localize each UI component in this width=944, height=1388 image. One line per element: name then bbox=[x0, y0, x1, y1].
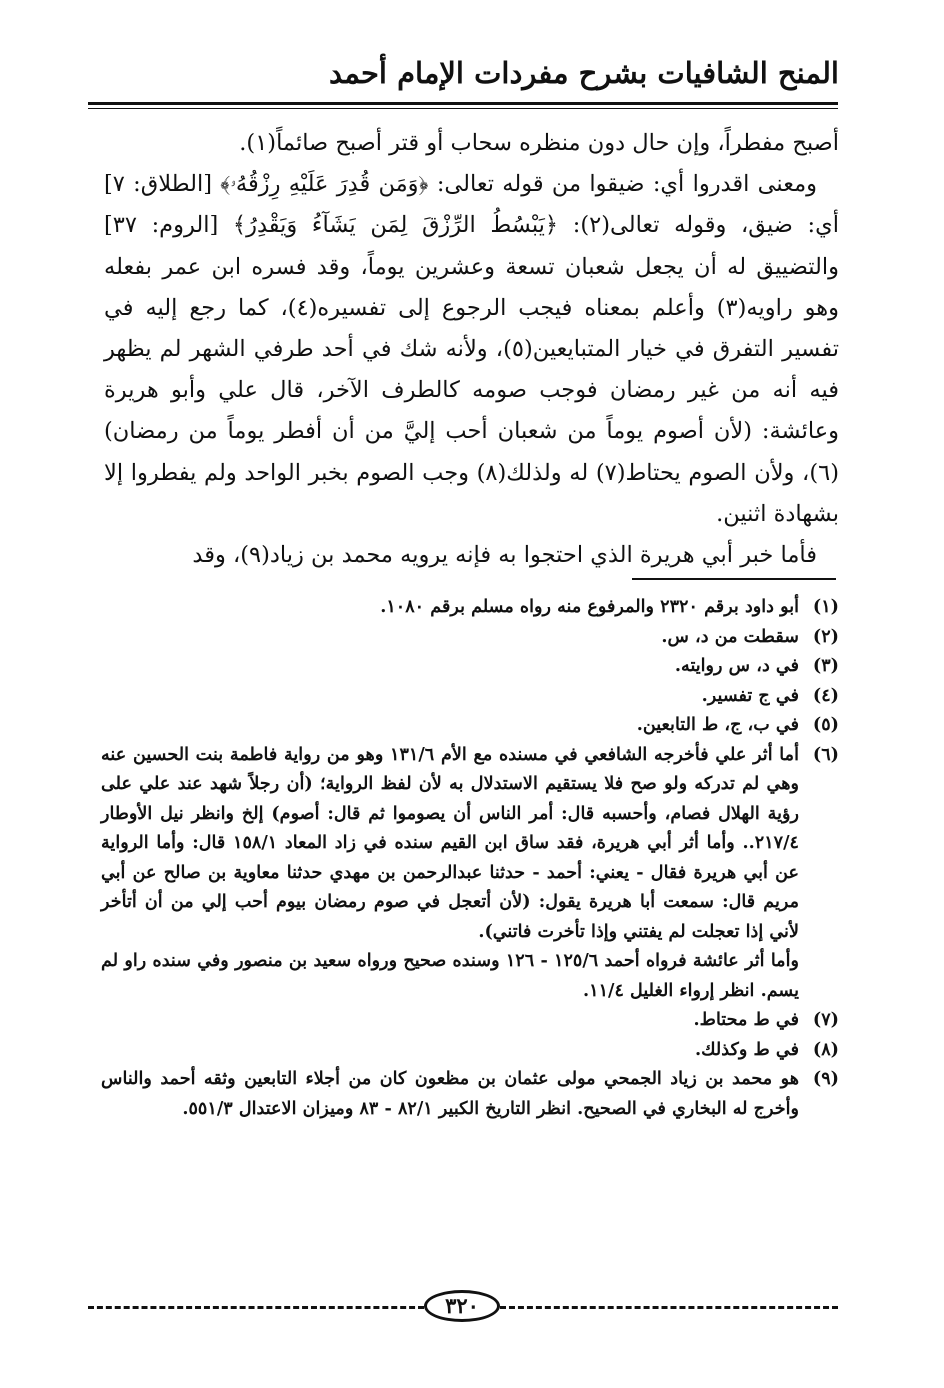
paragraph: أصبح مفطراً، وإن حال دون منظره سحاب أو قتر أصبح صائماً(١). bbox=[239, 130, 839, 156]
footnote-continuation: وأما أثر عائشة فرواه أحمد ١٢٥/٦ - ١٢٦ وسنده صحيح ورواه سعيد بن منصور وفي سنده راو لم يسم. انظر إرواء الغليل ١١/٤. bbox=[101, 950, 799, 1001]
footnote-text: في ب، ج، ط التابعين. bbox=[636, 714, 799, 735]
page-number: ٣٢٠ bbox=[424, 1290, 500, 1322]
running-header-title: المنح الشافيات بشرح مفردات الإمام أحمد bbox=[329, 56, 839, 90]
footnote bbox=[101, 622, 839, 652]
footnote-number: (٨) bbox=[812, 1038, 839, 1060]
header-rule bbox=[88, 102, 838, 105]
footnote-number: (٢) bbox=[812, 625, 839, 647]
main-text bbox=[104, 123, 839, 576]
footnote-text: سقطت من د، س. bbox=[661, 625, 799, 647]
footnote-text: أما أثر علي فأخرجه الشافعي في مسنده مع الأم ١٣١/٦ وهو من رواية فاطمة بنت الحسين عنه وهي لم تدركه ولو صح فلا يستقيم الاستدلال به لأن لفظ الرواية؛ (أن رجلاً شهد عند علي على رؤية الهلال فصام، وأحسبه قال: أمر الناس أن يصوموا ثم قال: أصوم) إلخ وانظر نيل الأوطار ٢١٧/٤.. وأما أثر أبي هريرة، فقد ساق ابن القيم سنده في زاد المعاد ١٥٨/١ قال: وأما الرواية عن أبي هريرة فقال - يعني: أحمد - حدثنا عبدالرحمن بن مهدي حدثنا معاوية بن صالح عن أبي مريم قال: سمعت أبا هريرة يقول: (لأن أتعجل في صوم رمضان بيوم أحب إلي من أن أتأخر لأني إذا تعجلت لم يفتني وإذا تأخرت فاتني). bbox=[101, 743, 799, 942]
footnote bbox=[101, 710, 839, 740]
footnote bbox=[101, 651, 839, 681]
footnote-number: (١) bbox=[812, 596, 839, 617]
footnote-separator bbox=[632, 578, 836, 580]
footnote-text: هو محمد بن زياد الجمحي مولى عثمان بن مظعون كان من أجلاء التابعين وثقه أحمد والناس وأخرج له البخاري في الصحيح. انظر التاريخ الكبير ٨٢/١ - ٨٣ وميزان الاعتدال ٥٥١/٣. bbox=[101, 1068, 799, 1119]
footnote-number: (٤) bbox=[812, 684, 839, 706]
paragraph: فأما خبر أبي هريرة الذي احتجوا به فإنه يرويه محمد بن زياد(٩)، وقد bbox=[192, 542, 817, 569]
footnote bbox=[101, 740, 839, 947]
footer-dashed-rule-right bbox=[500, 1306, 838, 1309]
header-rule-thin bbox=[88, 108, 838, 109]
footnote bbox=[101, 1005, 839, 1035]
footnote-text: أبو داود برقم ٢٣٢٠ والمرفوع منه رواه مسلم برقم ١٠٨٠. bbox=[380, 596, 799, 617]
footnote-text: في د، س روايته. bbox=[674, 655, 799, 676]
footnote bbox=[101, 592, 839, 622]
footer-dashed-rule-left bbox=[88, 1306, 424, 1309]
footnote-text: في ط وكذلك. bbox=[694, 1038, 799, 1060]
footnote-number: (٦) bbox=[812, 743, 839, 765]
footnote-number: (٩) bbox=[812, 1068, 839, 1089]
footnote-number: (٧) bbox=[812, 1009, 839, 1030]
footnote bbox=[101, 1035, 839, 1065]
footnote bbox=[101, 681, 839, 711]
footnote-text: في ط محتاط. bbox=[693, 1009, 799, 1030]
paragraph: ومعنى اقدروا أي: ضيقوا من قوله تعالى: ﴿وَمَن قُدِرَ عَلَيْهِ رِزْقُهُۥ﴾ [الطلاق: ٧] أي: ضيق، وقوله تعالى(٢): ﴿يَبْسُطُ الرِّزْقَ لِمَن يَشَآءُ وَيَقْدِرُ﴾ [الروم: ٣٧] والتضييق له أن يجعل شعبان تسعة وعشرين يوماً، وقد فسره ابن عمر بفعله وهو راويه(٣) وأعلم بمعناه فيجب الرجوع إلى تفسيره(٤)، كما رجع إليه في تفسير التفرق في خيار المتبايعين(٥)، ولأنه شك في أحد طرفي الشهر لم يظهر فيه أنه من غير رمضان فوجب صومه كالطرف الآخر، قال علي وأبو هريرة وعائشة: (لأن أصوم يوماً من شعبان أحب إليَّ من أن أفطر يوماً من رمضان)(٦)، ولأن الصوم يحتاط(٧) له ولذلك(٨) وجب الصوم بخبر الواحد ولم يفطروا إلا بشهادة اثنين. bbox=[104, 171, 839, 527]
footnote-number: (٣) bbox=[812, 655, 839, 676]
footnote bbox=[101, 1064, 839, 1123]
footnote-number: (٥) bbox=[812, 714, 839, 735]
footnotes bbox=[101, 592, 839, 1123]
footnote-text: في ج تفسير. bbox=[701, 684, 799, 706]
